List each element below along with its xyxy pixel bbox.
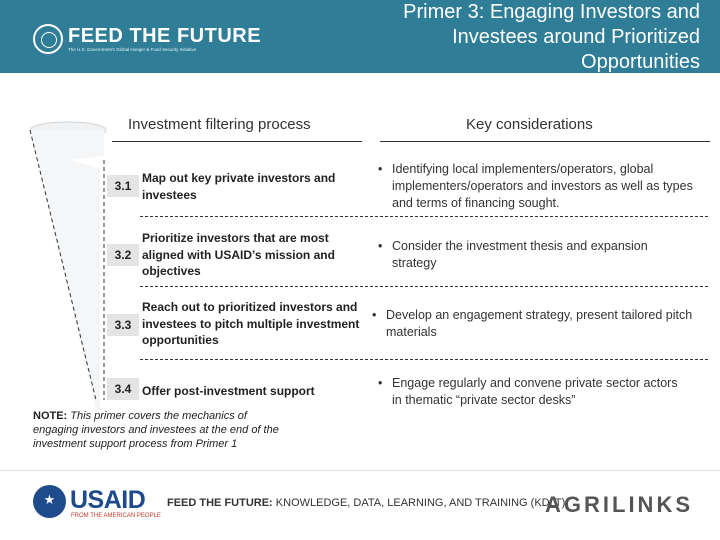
usaid-tagline: FROM THE AMERICAN PEOPLE — [71, 513, 161, 519]
usaid-logo: USAID — [70, 486, 146, 514]
left-heading-rule — [112, 141, 362, 142]
bullet-icon: • — [378, 162, 383, 176]
step-text-3-1: Map out key private investors and investees — [142, 171, 336, 202]
funnel-graphic — [0, 120, 115, 410]
slide-title: Primer 3: Engaging Investors and Investees around Prioritized Opportunities — [403, 1, 700, 73]
note-text: This primer covers the mechanics of engaging investors and investees at the end of the investment support process from Primer 1 — [33, 410, 279, 450]
step-number-3-1: 3.1 — [107, 175, 139, 197]
divider-1 — [140, 216, 708, 217]
footer-divider — [0, 470, 720, 471]
step-number-3-4: 3.4 — [107, 378, 139, 400]
bullet-icon: • — [372, 308, 377, 322]
divider-2 — [140, 286, 708, 287]
bullet-icon: • — [378, 239, 383, 253]
bullet-icon: • — [378, 376, 383, 390]
header-banner — [0, 0, 720, 73]
right-column-heading: Key considerations — [466, 116, 593, 133]
left-column-heading: Investment filtering process — [128, 116, 311, 133]
logo-subtitle: The U.S. Government's Global Hunger & Food Security Initiative — [68, 47, 197, 52]
divider-3 — [140, 359, 708, 360]
feed-the-future-logo: FEED THE FUTURE — [68, 25, 262, 47]
agrilinks-logo: AGRILINKS — [545, 492, 693, 517]
us-seal-icon — [33, 24, 63, 54]
right-heading-rule — [380, 141, 710, 142]
consideration-3-1: • Identifying local implementers/operators, global implementers/operators and investors as well as types and terms of financing sought. — [378, 162, 693, 210]
step-number-3-3: 3.3 — [107, 314, 139, 336]
step-text-3-4: Offer post-investment support — [142, 384, 315, 398]
step-number-3-2: 3.2 — [107, 244, 139, 266]
note-label: NOTE: — [33, 410, 68, 422]
primer-note — [33, 409, 293, 451]
consideration-3-4: • Engage regularly and convene private sector actors in thematic “private sector desks” — [378, 376, 678, 407]
step-text-3-2: Prioritize investors that are most aligned with USAID’s mission and objectives — [142, 231, 335, 278]
kdlt-footer-text: FEED THE FUTURE: KNOWLEDGE, DATA, LEARNING, AND TRAINING (KDLT) — [167, 497, 566, 509]
consideration-3-3: • Develop an engagement strategy, present tailored pitch materials — [372, 308, 693, 339]
consideration-3-2: • Consider the investment thesis and expansion strategy — [378, 239, 648, 270]
step-text-3-3: Reach out to prioritized investors and investees to pitch multiple investment opportunities — [142, 300, 360, 347]
usaid-seal-icon: ★ — [33, 485, 66, 518]
